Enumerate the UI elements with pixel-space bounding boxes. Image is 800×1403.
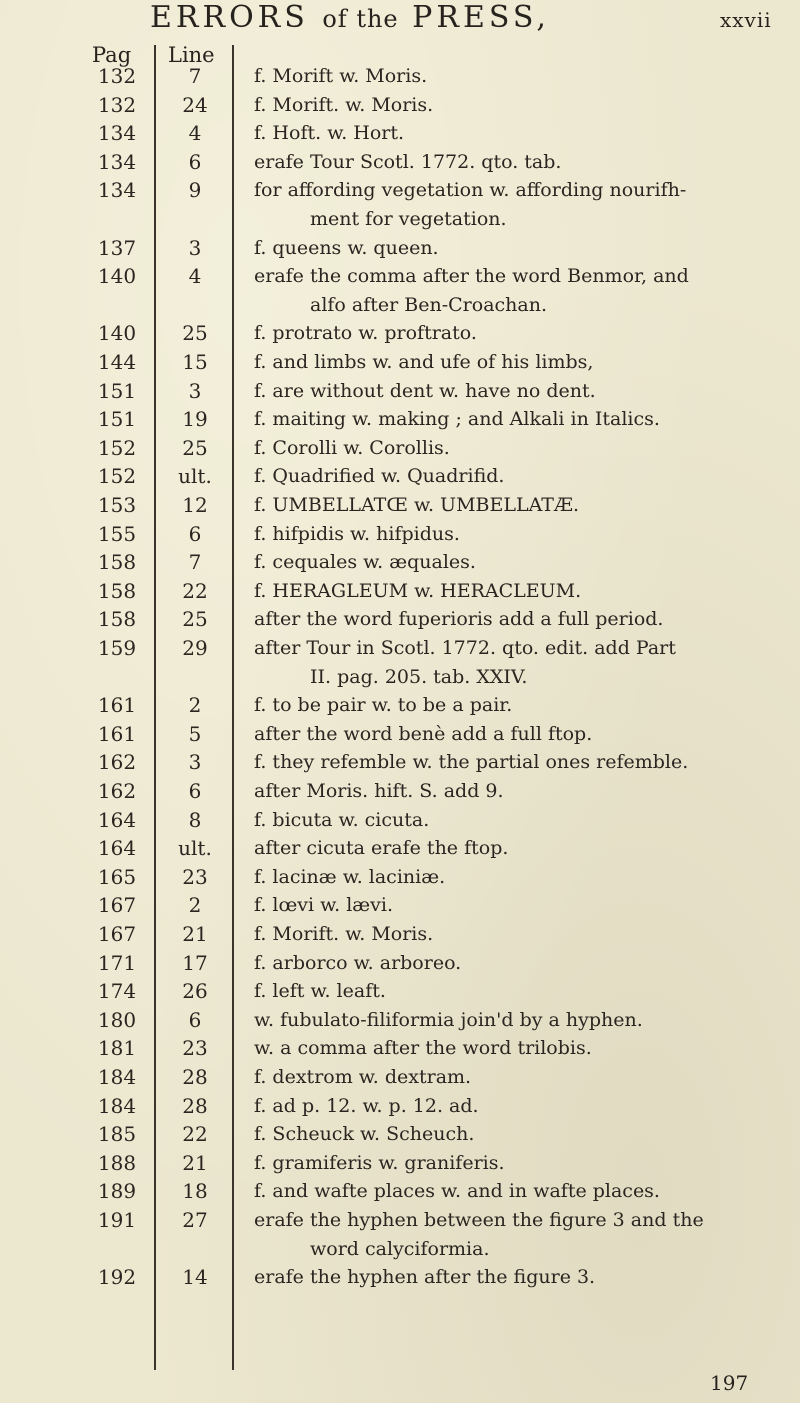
errata-line-number: 27 xyxy=(182,1208,208,1232)
errata-row xyxy=(0,691,800,719)
errata-page-number: 189 xyxy=(97,1179,137,1204)
errata-line-number: 8 xyxy=(188,807,202,832)
errata-correction: f. Corolli w. Corollis. xyxy=(254,436,450,459)
errata-page-number: 162 xyxy=(97,779,137,803)
errata-row xyxy=(0,977,800,1005)
errata-page-number: 181 xyxy=(97,1036,137,1061)
errata-correction: after cicuta erafe the ftop. xyxy=(254,837,509,860)
errata-page-number: 132 xyxy=(97,64,137,88)
errata-correction: f. UMBELLATŒ w. UMBELLATÆ. xyxy=(254,494,580,516)
errata-line-number: 21 xyxy=(182,922,208,946)
errata-page-number: 152 xyxy=(97,464,137,489)
errata-row xyxy=(0,577,800,605)
errata-correction: erafe the hyphen after the figure 3. xyxy=(254,1266,596,1289)
errata-correction: f. are without dent w. have no dent. xyxy=(254,379,596,402)
errata-row xyxy=(0,62,800,90)
errata-row-continuation xyxy=(0,1235,800,1263)
errata-line-number: 4 xyxy=(188,264,202,289)
errata-row xyxy=(0,777,800,805)
errata-row xyxy=(0,262,800,290)
errata-page-number: 151 xyxy=(97,378,137,403)
errata-row xyxy=(0,891,800,919)
errata-line-number: 2 xyxy=(188,693,202,718)
errata-line-number: 14 xyxy=(182,1265,208,1290)
errata-correction: f. Morift. w. Moris. xyxy=(254,93,434,116)
catchword: 197 xyxy=(710,1371,749,1395)
errata-page-number: 140 xyxy=(97,321,137,346)
errata-correction: f. lœvi w. lævi. xyxy=(254,894,394,917)
errata-page-number: 174 xyxy=(97,979,137,1004)
errata-page-number: 132 xyxy=(97,92,137,117)
errata-row xyxy=(0,119,800,147)
errata-page-number: 171 xyxy=(97,950,137,975)
errata-row xyxy=(0,634,800,662)
errata-correction: f. and limbs w. and ufe of his limbs, xyxy=(254,351,594,373)
errata-line-number: 6 xyxy=(188,149,202,174)
errata-page-number: 180 xyxy=(97,1007,137,1032)
errata-row xyxy=(0,462,800,490)
errata-line-number: 12 xyxy=(182,493,208,517)
errata-correction: after the word fuperioris add a full period. xyxy=(254,608,664,631)
errata-line-number: 23 xyxy=(182,1036,208,1061)
errata-correction: after Moris. hift. S. add 9. xyxy=(254,780,504,802)
errata-correction: f. HERAGLEUM w. HERACLEUM. xyxy=(254,579,582,602)
errata-line-number: 9 xyxy=(188,178,202,203)
errata-page-number: 153 xyxy=(97,493,137,517)
errata-row xyxy=(0,949,800,977)
column-header-page: Pag xyxy=(92,43,132,67)
errata-row xyxy=(0,920,800,948)
errata-correction-continuation: alfo after Ben-Croachan. xyxy=(310,293,548,316)
errata-correction: f. arborco w. arboreo. xyxy=(254,951,462,974)
errata-correction: f. hifpidis w. hifpidus. xyxy=(254,522,460,545)
errata-line-number: 28 xyxy=(182,1065,208,1089)
errata-line-number: 3 xyxy=(188,235,202,260)
errata-correction: after the word benè add a full ftop. xyxy=(254,722,593,745)
errata-page-number: 158 xyxy=(97,578,137,603)
errata-correction: f. maiting w. making ; and Alkali in Italics. xyxy=(254,408,660,431)
errata-row xyxy=(0,605,800,633)
errata-row xyxy=(0,720,800,748)
errata-correction: f. left w. leaft. xyxy=(254,980,386,1003)
errata-row xyxy=(0,176,800,204)
errata-page-number: 167 xyxy=(97,922,137,946)
errata-page-number: 164 xyxy=(97,836,137,861)
errata-correction: f. Quadrified w. Quadrifid. xyxy=(254,465,505,488)
errata-line-number: 18 xyxy=(182,1179,208,1204)
header-title-small: of the xyxy=(322,5,399,33)
errata-correction: after Tour in Scotl. 1772. qto. edit. add Part xyxy=(254,637,676,659)
errata-line-number: 26 xyxy=(182,979,208,1004)
errata-row xyxy=(0,748,800,776)
errata-row xyxy=(0,348,800,376)
errata-line-number: 22 xyxy=(182,1122,208,1147)
errata-line-number: 2 xyxy=(188,893,202,918)
errata-line-number: 7 xyxy=(188,64,202,88)
errata-correction: f. cequales w. æquales. xyxy=(254,551,476,574)
header-title-main: ERRORS xyxy=(150,0,309,35)
errata-correction: erafe Tour Scotl. 1772. qto. tab. xyxy=(254,150,562,173)
errata-line-number: 24 xyxy=(182,92,208,117)
errata-page-number: 158 xyxy=(97,607,137,632)
errata-correction-continuation: ment for vegetation. xyxy=(310,208,507,230)
errata-page-number: 144 xyxy=(97,350,137,374)
errata-line-number: 3 xyxy=(188,750,202,775)
errata-correction: f. lacinæ w. laciniæ. xyxy=(254,865,446,888)
errata-row xyxy=(0,1063,800,1091)
errata-row xyxy=(0,1206,800,1234)
errata-row xyxy=(0,1034,800,1062)
errata-correction: w. a comma after the word trilobis. xyxy=(254,1037,592,1060)
errata-row xyxy=(0,405,800,433)
errata-page-number: 159 xyxy=(97,636,137,660)
errata-page-number: 161 xyxy=(97,721,137,746)
errata-line-number: 22 xyxy=(182,578,208,603)
errata-row xyxy=(0,863,800,891)
errata-page-number: 155 xyxy=(97,521,137,546)
errata-correction-continuation: word calyciformia. xyxy=(310,1237,490,1260)
errata-page-number: 162 xyxy=(97,750,137,775)
page-number: xxvii xyxy=(720,8,772,32)
errata-row xyxy=(0,834,800,862)
errata-page-number: 192 xyxy=(97,1265,137,1290)
errata-row xyxy=(0,1177,800,1205)
errata-page-number: 164 xyxy=(97,807,137,832)
errata-correction: f. to be pair w. to be a pair. xyxy=(254,694,513,717)
errata-correction: f. queens w. queen. xyxy=(254,236,439,259)
errata-line-number: ult. xyxy=(178,464,212,489)
errata-row-continuation xyxy=(0,291,800,319)
errata-row xyxy=(0,1120,800,1148)
errata-line-number: 7 xyxy=(188,550,202,575)
errata-correction: f. they refemble w. the partial ones refemble. xyxy=(254,751,689,774)
errata-row xyxy=(0,91,800,119)
errata-line-number: 4 xyxy=(188,121,202,146)
errata-page-number: 167 xyxy=(97,893,137,918)
errata-page-number: 140 xyxy=(97,264,137,289)
errata-page-number: 134 xyxy=(97,178,137,203)
errata-line-number: 15 xyxy=(182,350,208,374)
errata-line-number: 3 xyxy=(188,378,202,403)
errata-line-number: 6 xyxy=(188,1007,202,1032)
header-title-end: PRESS, xyxy=(412,0,550,35)
errata-line-number: 5 xyxy=(188,721,202,746)
page-header-title xyxy=(150,0,550,35)
errata-line-number: 23 xyxy=(182,864,208,889)
errata-line-number: 29 xyxy=(182,636,208,660)
errata-correction: f. protrato w. proftrato. xyxy=(254,322,477,345)
errata-row xyxy=(0,806,800,834)
errata-correction: f. Scheuck w. Scheuch. xyxy=(254,1123,475,1146)
errata-correction-continuation: II. pag. 205. tab. XXIV. xyxy=(310,665,528,688)
errata-row-continuation xyxy=(0,663,800,691)
errata-line-number: 25 xyxy=(182,435,208,460)
errata-line-number: 17 xyxy=(182,950,208,975)
errata-page-number: 165 xyxy=(97,864,137,889)
errata-page-number: 151 xyxy=(97,407,137,432)
errata-correction: f. Morift w. Moris. xyxy=(254,65,428,87)
errata-correction: for affording vegetation w. affording nourifh- xyxy=(254,179,687,202)
errata-row xyxy=(0,1092,800,1120)
errata-page-number: 152 xyxy=(97,435,137,460)
errata-page-number: 158 xyxy=(97,550,137,575)
errata-line-number: 19 xyxy=(182,407,208,432)
errata-page-number: 185 xyxy=(97,1122,137,1147)
errata-line-number: 25 xyxy=(182,321,208,346)
errata-page-number: 161 xyxy=(97,693,137,718)
errata-correction: erafe the hyphen between the figure 3 and the xyxy=(254,1209,704,1231)
errata-row xyxy=(0,377,800,405)
errata-row xyxy=(0,1149,800,1177)
errata-correction: f. bicuta w. cicuta. xyxy=(254,808,430,831)
errata-page-number: 184 xyxy=(97,1093,137,1118)
errata-row xyxy=(0,491,800,519)
column-header-line: Line xyxy=(168,43,215,67)
errata-correction: f. and wafte places w. and in wafte places. xyxy=(254,1180,660,1203)
errata-line-number: 21 xyxy=(182,1150,208,1175)
errata-row xyxy=(0,234,800,262)
errata-row xyxy=(0,1263,800,1291)
errata-line-number: 25 xyxy=(182,607,208,632)
errata-row-continuation xyxy=(0,205,800,233)
errata-correction: f. dextrom w. dextram. xyxy=(254,1066,472,1088)
errata-page-number: 137 xyxy=(97,235,137,260)
errata-page-number: 188 xyxy=(97,1150,137,1175)
errata-line-number: 28 xyxy=(182,1093,208,1118)
errata-page-number: 191 xyxy=(97,1208,137,1232)
errata-page-number: 134 xyxy=(97,149,137,174)
errata-page-number: 184 xyxy=(97,1065,137,1089)
errata-row xyxy=(0,1006,800,1034)
errata-correction: erafe the comma after the word Benmor, and xyxy=(254,265,689,288)
errata-correction: f. Hoft. w. Hort. xyxy=(254,122,405,145)
errata-line-number: ult. xyxy=(178,836,212,861)
errata-line-number: 6 xyxy=(188,521,202,546)
errata-correction: f. Morift. w. Moris. xyxy=(254,923,434,945)
errata-row xyxy=(0,434,800,462)
errata-row xyxy=(0,548,800,576)
errata-row xyxy=(0,148,800,176)
errata-row xyxy=(0,319,800,347)
errata-correction: w. fubulato-filiformia join'd by a hyphen. xyxy=(254,1008,643,1031)
errata-correction: f. ad p. 12. w. p. 12. ad. xyxy=(254,1094,479,1117)
errata-correction: f. gramiferis w. graniferis. xyxy=(254,1151,505,1174)
errata-page-number: 134 xyxy=(97,121,137,146)
errata-line-number: 6 xyxy=(188,779,202,803)
errata-row xyxy=(0,520,800,548)
